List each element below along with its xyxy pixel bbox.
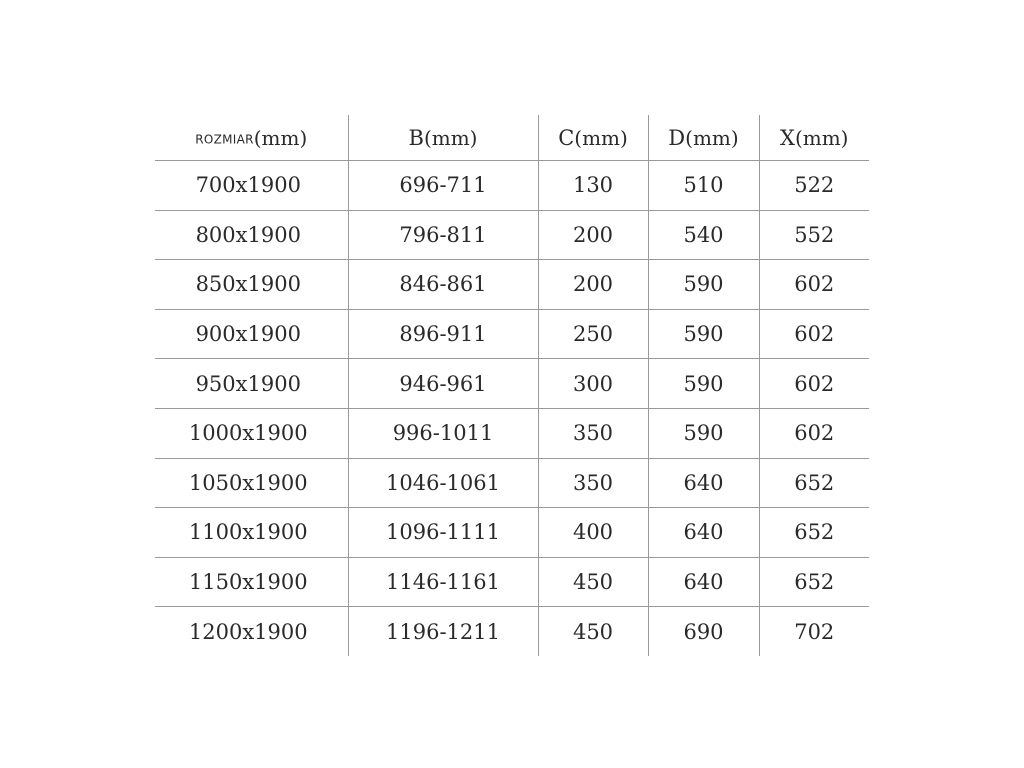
header-rozmiar-name: ROZMIAR — [195, 132, 254, 146]
cell-x: 652 — [759, 458, 869, 508]
cell-d: 590 — [648, 408, 759, 458]
cell-x: 602 — [759, 309, 869, 359]
cell-x: 522 — [759, 161, 869, 211]
cell-d: 590 — [648, 359, 759, 409]
header-rozmiar-unit: (mm) — [253, 125, 308, 150]
cell-rozmiar: 900x1900 — [155, 309, 348, 359]
cell-rozmiar: 800x1900 — [155, 210, 348, 260]
cell-x: 702 — [759, 607, 869, 656]
cell-c: 450 — [538, 557, 648, 607]
cell-c: 300 — [538, 359, 648, 409]
cell-c: 200 — [538, 260, 648, 310]
cell-d: 640 — [648, 557, 759, 607]
table-row — [155, 309, 869, 359]
cell-b: 946-961 — [348, 359, 538, 409]
table-row — [155, 607, 869, 656]
cell-d: 590 — [648, 309, 759, 359]
cell-x: 652 — [759, 557, 869, 607]
table-row — [155, 161, 869, 211]
cell-rozmiar: 1100x1900 — [155, 508, 348, 558]
cell-rozmiar: 850x1900 — [155, 260, 348, 310]
header-x — [759, 115, 869, 161]
table-row — [155, 408, 869, 458]
cell-d: 640 — [648, 458, 759, 508]
cell-b: 1046-1061 — [348, 458, 538, 508]
cell-rozmiar: 1200x1900 — [188, 619, 308, 644]
cell-x: 602 — [759, 359, 869, 409]
cell-b: 696-711 — [348, 161, 538, 211]
cell-x: 552 — [759, 210, 869, 260]
cell-x: 602 — [759, 408, 869, 458]
table-row — [155, 557, 869, 607]
cell-d: 510 — [648, 161, 759, 211]
cell-c: 250 — [538, 309, 648, 359]
size-table-container — [155, 115, 869, 656]
table-row — [155, 210, 869, 260]
table-row — [155, 359, 869, 409]
header-d-unit: (mm) — [685, 125, 739, 150]
cell-c: 350 — [538, 458, 648, 508]
header-b-name: B — [408, 125, 424, 150]
cell-d: 540 — [648, 210, 759, 260]
header-x-name: X — [780, 125, 795, 150]
cell-d: 590 — [648, 260, 759, 310]
cell-c: 200 — [538, 210, 648, 260]
cell-b: 996-1011 — [348, 408, 538, 458]
header-d — [648, 115, 759, 161]
cell-b: 796-811 — [348, 210, 538, 260]
header-row — [155, 115, 869, 161]
cell-b: 1096-1111 — [348, 508, 538, 558]
cell-rozmiar: 950x1900 — [155, 359, 348, 409]
header-c-name: C — [558, 125, 575, 150]
table-row — [155, 508, 869, 558]
cell-c: 400 — [538, 508, 648, 558]
table-row — [155, 260, 869, 310]
header-rozmiar — [155, 115, 348, 161]
cell-c: 130 — [538, 161, 648, 211]
cell-b: 1196-1211 — [348, 607, 538, 656]
cell-b: 846-861 — [348, 260, 538, 310]
cell-b: 1146-1161 — [348, 557, 538, 607]
cell-rozmiar: 700x1900 — [155, 161, 348, 211]
header-b — [348, 115, 538, 161]
cell-d: 640 — [648, 508, 759, 558]
header-x-unit: (mm) — [794, 125, 849, 150]
cell-rozmiar: 1050x1900 — [155, 458, 348, 508]
header-b-unit: (mm) — [423, 125, 478, 150]
cell-b: 896-911 — [348, 309, 538, 359]
table-row — [155, 458, 869, 508]
cell-x: 652 — [759, 508, 869, 558]
header-d-name: D — [668, 125, 686, 150]
size-table — [155, 115, 869, 656]
cell-rozmiar: 1000x1900 — [155, 408, 348, 458]
cell-c: 350 — [538, 408, 648, 458]
cell-d: 690 — [648, 607, 759, 656]
header-c — [538, 115, 648, 161]
cell-x: 602 — [759, 260, 869, 310]
cell-c: 450 — [538, 607, 648, 656]
cell-rozmiar: 1150x1900 — [155, 557, 348, 607]
header-c-unit: (mm) — [574, 125, 628, 150]
